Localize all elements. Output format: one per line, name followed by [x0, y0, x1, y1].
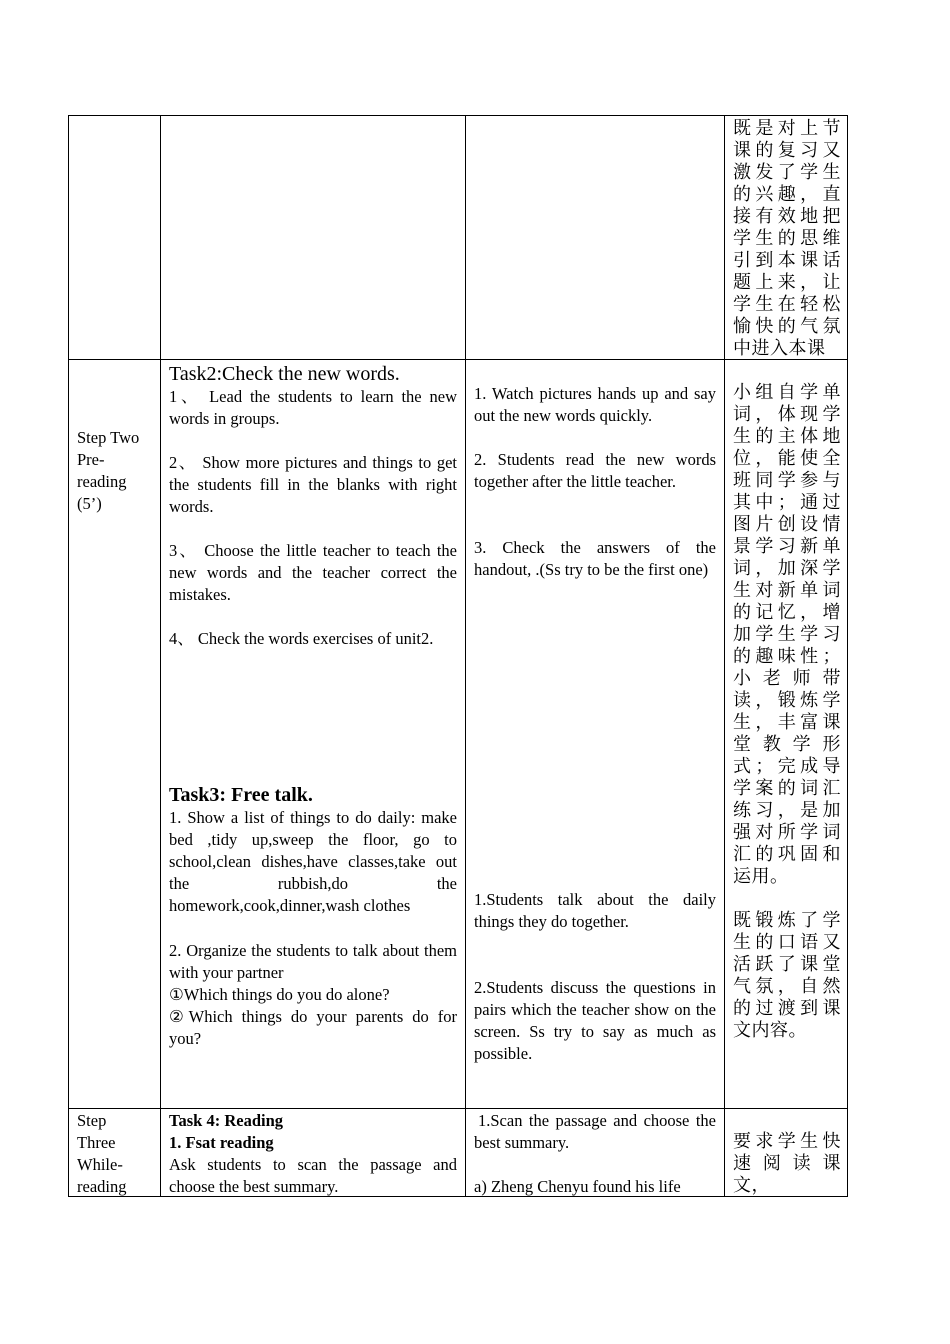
student-item-3: 3. Check the answers of the handout, .(Ss try to be the first one)	[474, 538, 716, 579]
step-cell	[69, 116, 161, 359]
purpose-cell	[725, 360, 848, 1108]
teacher-activity-cell	[161, 116, 466, 359]
question-1: ①Which things do you do alone?	[169, 985, 390, 1004]
purpose-comment: 既是对上节课的复习又激发了学生的兴趣，直接有效地把学生的思维引到本课话题上来，让学生在轻松愉快的气氛中进入本课	[733, 118, 841, 359]
teacher-activity-cell	[161, 360, 466, 1108]
student-item-5: 2.Students discuss the questions in pairs which the teacher show on the screen. Ss try to say as much as possible.	[474, 978, 716, 1063]
purpose-comment: 要求学生快速阅读课文，	[733, 1131, 841, 1196]
fast-reading-subtitle: 1. Fsat reading	[169, 1133, 274, 1152]
teacher-activity-cell	[161, 1109, 466, 1196]
student-item-2: a) Zheng Chenyu found his life	[474, 1177, 681, 1196]
table-row	[68, 1108, 848, 1197]
step-label: Step Two Pre- reading (5’)	[77, 428, 140, 513]
teacher-item-6: 2. Organize the students to talk about them with your partner	[169, 941, 457, 982]
purpose-cell	[725, 1109, 848, 1196]
teacher-item-5: 1. Show a list of things to do daily: make bed ,tidy up,sweep the floor, go to school,clean dishes,have classes,take out the rubbish,do the homework,cook,dinner,wash clothes	[169, 808, 457, 915]
student-activity-cell	[466, 116, 725, 359]
student-item-1: 1.Scan the passage and choose the best summary.	[474, 1111, 716, 1152]
student-item-4: 1.Students talk about the daily things they do together.	[474, 890, 716, 931]
teacher-item-4: 4、 Check the words exercises of unit2.	[169, 629, 434, 648]
step-cell	[69, 1109, 161, 1196]
task3-title: Task3: Free talk.	[169, 784, 313, 806]
purpose-cell	[725, 116, 848, 359]
task4-title: Task 4: Reading	[169, 1111, 284, 1130]
teacher-item-1: 1、 Lead the students to learn the new words in groups.	[169, 387, 457, 428]
step-label: Step Three While- reading	[77, 1111, 127, 1196]
step-cell	[69, 360, 161, 1108]
student-item-1: 1. Watch pictures hands up and say out the new words quickly.	[474, 384, 716, 425]
purpose-comment: 既锻炼了学生的口语又活跃了课堂气氛，自然的过渡到课文内容。	[733, 910, 841, 1041]
student-activity-cell	[466, 1109, 725, 1196]
teacher-item-2: 2、 Show more pictures and things to get the students fill in the blanks with right words.	[169, 453, 457, 516]
teacher-item-1: Ask students to scan the passage and choose the best summary.	[169, 1155, 457, 1196]
table-row	[68, 359, 848, 1109]
student-item-2: 2. Students read the new words together after the little teacher.	[474, 450, 716, 491]
purpose-comment: 小组自学单词，体现学生的主体地位，能使全班同学参与其中；通过图片创设情景学习新单词，加深学生对新单词的记忆，增加学生学习的趣味性；小老师带读，锻炼学生，丰富课堂教学形式；完成导学案的词汇练习，是加强对所学词汇的巩固和运用。	[733, 382, 841, 887]
question-2: ②Which things do your parents do for you?	[169, 1007, 457, 1048]
teacher-item-3: 3、 Choose the little teacher to teach the new words and the teacher correct the mistakes.	[169, 541, 457, 604]
task2-title: Task2:Check the new words.	[169, 363, 400, 385]
table-row	[68, 115, 848, 360]
student-activity-cell	[466, 360, 725, 1108]
